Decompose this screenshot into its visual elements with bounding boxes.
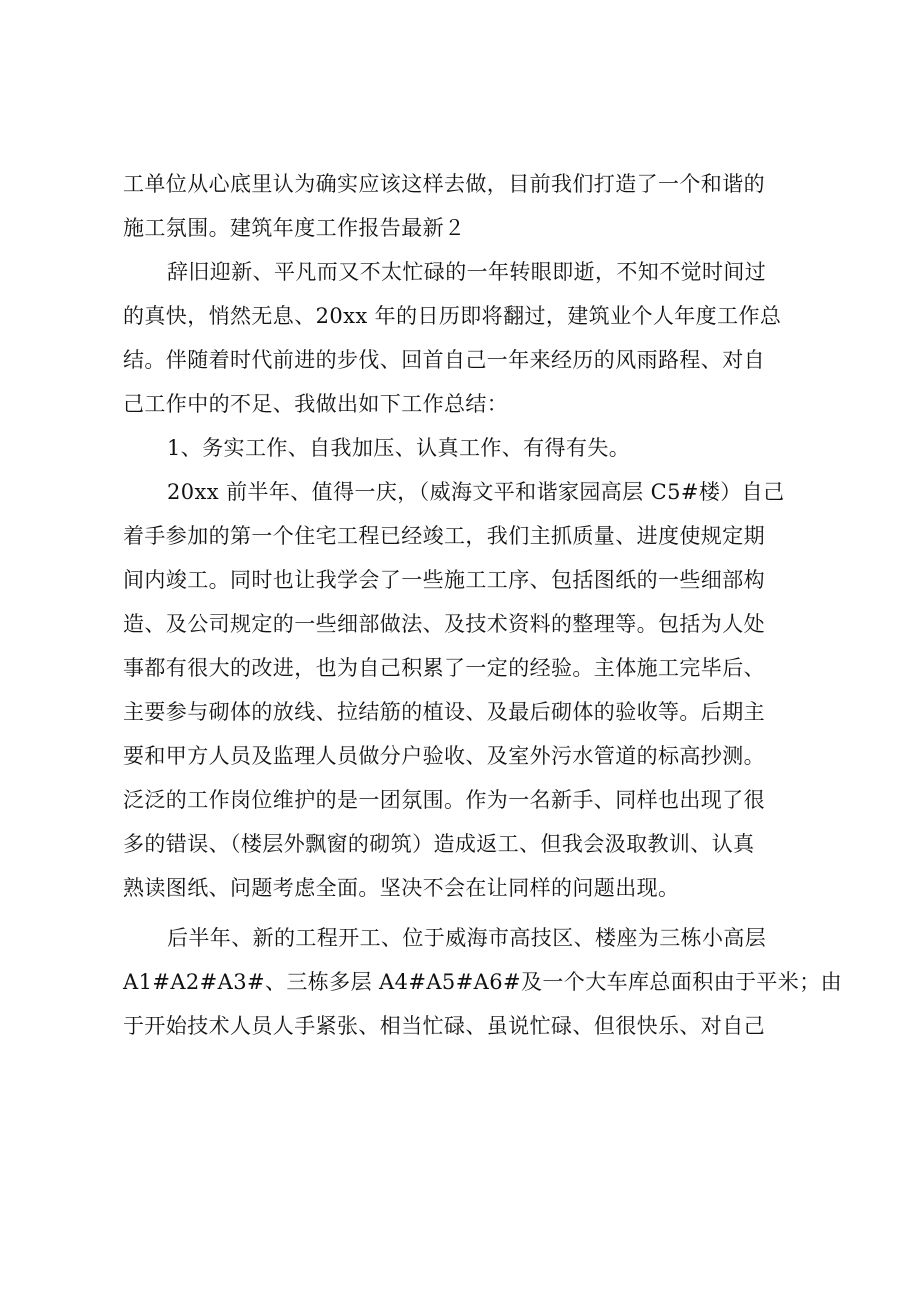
paragraph-start-line: 辞旧迎新、平凡而又不太忙碌的一年转眼即逝，不知不觉时间过 [167,260,767,284]
text-line: 结。伴随着时代前进的步伐、回首自己一年来经历的风雨路程、对自 [123,348,765,372]
section-heading-line: 1、务实工作、自我加压、认真工作、有得有失。 [167,436,631,460]
text-line: 主要参与砌体的放线、拉结筋的植设、及最后砌体的验收等。后期主 [123,700,765,724]
text-line: 工单位从心底里认为确实应该这样去做，目前我们打造了一个和谐的 [123,172,765,196]
text-line: 泛泛的工作岗位维护的是一团氛围。作为一名新手、同样也出现了很 [123,788,765,812]
text-line: 多的错误、（楼层外飘窗的砌筑）造成返工、但我会汲取教训、认真 [123,832,755,856]
paragraph-start-line: 后半年、新的工程开工、位于威海市高技区、楼座为三栋小高层 [167,926,767,950]
text-line: 间内竣工。同时也让我学会了一些施工工序、包括图纸的一些细部构 [123,568,765,592]
text-line: 施工氛围。建筑年度工作报告最新２ [123,216,466,240]
text-line: 着手参加的第一个住宅工程已经竣工，我们主抓质量、进度使规定期 [123,524,765,548]
text-line: A1#A2#A3#、三栋多层 A4#A5#A6#及一个大车库总面积由于平米；由 [123,970,843,994]
text-line: 事都有很大的改进，也为自己积累了一定的经验。主体施工完毕后、 [123,656,765,680]
text-line: 要和甲方人员及监理人员做分户验收、及室外污水管道的标高抄测。 [123,744,765,768]
text-line: 熟读图纸、问题考虑全面。坚决不会在让同样的问题出现。 [123,876,680,900]
text-line: 的真快，悄然无息、20xx 年的日历即将翻过，建筑业个人年度工作总 [123,304,782,328]
paragraph-start-line: 20xx 前半年、值得一庆，（威海文平和谐家园高层 C5#楼）自己 [167,480,785,504]
text-line: 己工作中的不足、我做出如下工作总结： [123,392,509,416]
text-line: 于开始技术人员人手紧张、相当忙碌、虽说忙碌、但很快乐、对自己 [123,1014,765,1038]
document-body [123,162,843,1048]
text-line: 造、及公司规定的一些细部做法、及技术资料的整理等。包括为人处 [123,612,765,636]
